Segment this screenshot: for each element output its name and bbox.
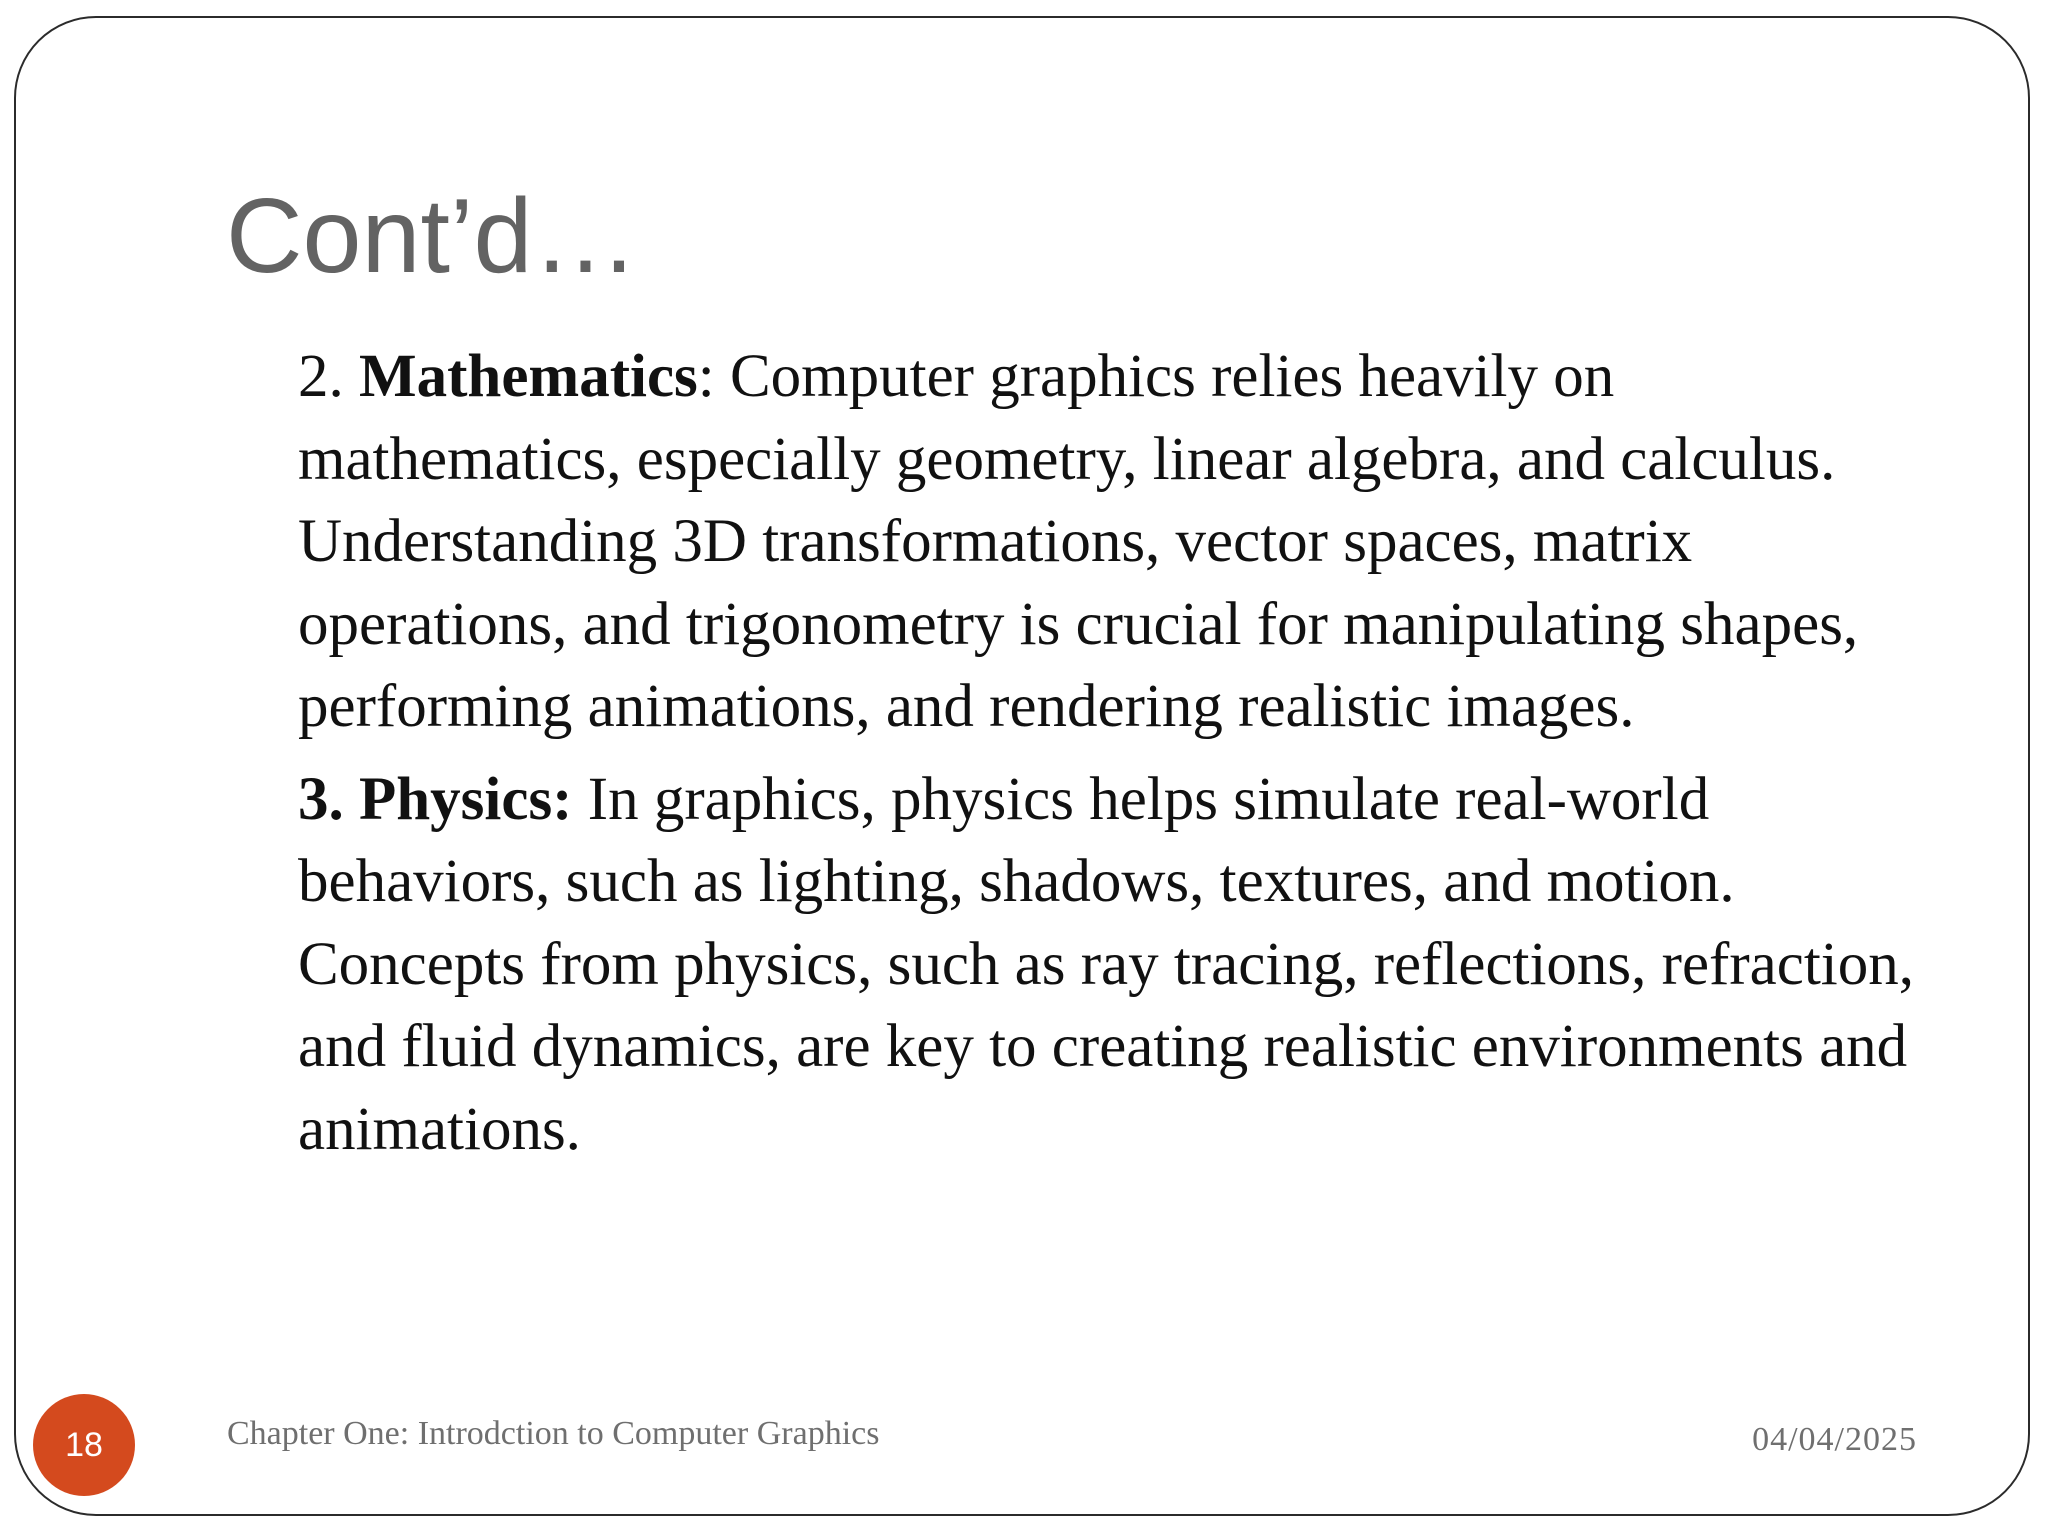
slide-body bbox=[298, 336, 1978, 1171]
paragraph-line: performing animations, and rendering realistic images. bbox=[298, 673, 1635, 740]
paragraph-line: operations, and trigonometry is crucial for manipulating shapes, bbox=[298, 590, 1859, 658]
paragraph-text: Computer graphics relies heavily on bbox=[729, 343, 1615, 410]
term-suffix bbox=[573, 766, 588, 833]
slide-title: Cont’d… bbox=[226, 177, 639, 295]
paragraph-text: In graphics, physics helps simulate real-world bbox=[587, 765, 1710, 833]
footer-chapter-title: Chapter One: Introdction to Computer Graphics bbox=[227, 1415, 880, 1452]
term-suffix: : bbox=[697, 343, 730, 410]
term-mathematics: Mathematics bbox=[359, 343, 698, 410]
paragraph-line: behaviors, such as lighting, shadows, textures, and motion. bbox=[298, 848, 1735, 915]
paragraph-line bbox=[298, 759, 1978, 842]
paragraph-line: mathematics, especially geometry, linear algebra, and calculus. bbox=[298, 425, 1836, 493]
paragraph-line: and fluid dynamics, are key to creating realistic environments and bbox=[298, 1013, 1908, 1080]
paragraph-line: animations. bbox=[298, 1095, 581, 1163]
paragraph-mathematics bbox=[298, 336, 1978, 749]
footer-date: 04/04/2025 bbox=[1752, 1421, 1917, 1458]
paragraph-line bbox=[298, 336, 1978, 419]
paragraph-line: Concepts from physics, such as ray tracing, reflections, refraction, bbox=[298, 930, 1914, 998]
paragraph-number: 3. bbox=[298, 765, 359, 833]
paragraph-number: 2. bbox=[298, 343, 359, 410]
term-physics: Physics: bbox=[359, 765, 573, 833]
slide-number-badge: 18 bbox=[33, 1394, 135, 1496]
paragraph-line: Understanding 3D transformations, vector spaces, matrix bbox=[298, 508, 1693, 575]
paragraph-physics bbox=[298, 759, 1978, 1172]
